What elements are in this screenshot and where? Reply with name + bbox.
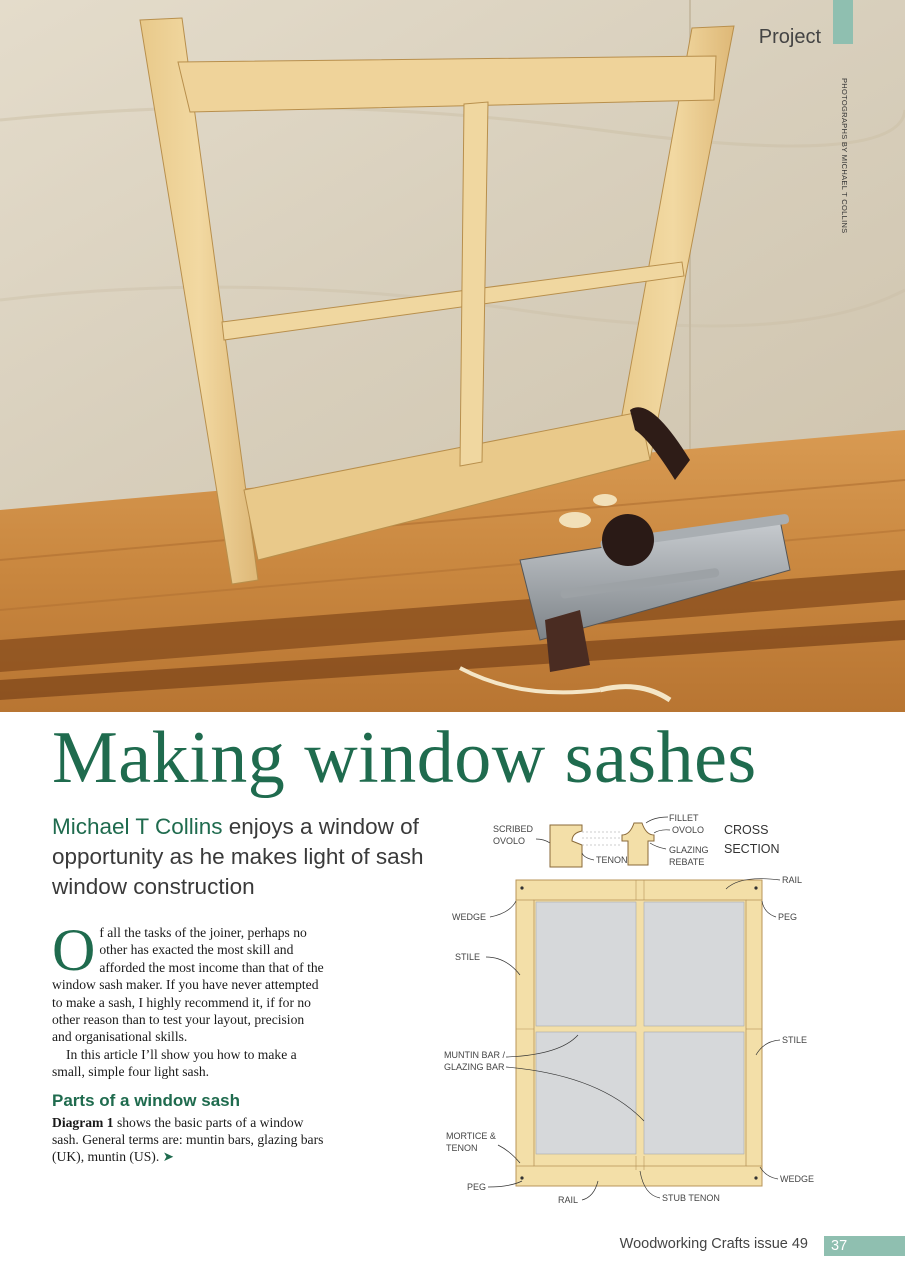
label-tenon-section: TENON xyxy=(596,855,628,865)
section-paragraph xyxy=(52,1114,327,1166)
label-rail-bottom: RAIL xyxy=(558,1195,579,1205)
standfirst-text: enjoys a window of opportunity as he makes light of sash window construction xyxy=(52,814,424,899)
label-muntin: MUNTIN BAR / xyxy=(444,1050,506,1060)
photo-credit: PHOTOGRAPHS BY MICHAEL T COLLINS xyxy=(840,78,849,234)
label-glazing-bar: GLAZING BAR xyxy=(444,1062,505,1072)
label-stile-left: STILE xyxy=(455,952,481,962)
section-text: shows the basic parts of a window sash. General terms are: muntin bars, glazing bars (UK), muntin (US). xyxy=(52,1114,324,1165)
page-number: 37 xyxy=(831,1238,848,1254)
footer-publication: Woodworking Crafts issue 49 xyxy=(619,1236,808,1252)
label-wedge-bottom: WEDGE xyxy=(780,1174,815,1184)
article-title: Making window sashes xyxy=(52,717,757,799)
standfirst xyxy=(52,812,437,902)
label-scribed: SCRIBED xyxy=(493,824,534,834)
intro-paragraph xyxy=(52,917,327,1046)
section-tab xyxy=(833,0,853,44)
label-mortice: MORTICE & xyxy=(446,1131,496,1141)
diagram-reference: Diagram 1 xyxy=(52,1114,114,1130)
author-name: Michael T Collins xyxy=(52,814,223,839)
label-scribed-ovolo: OVOLO xyxy=(493,836,526,846)
label-peg-top: PEG xyxy=(778,912,798,922)
body-column xyxy=(52,917,327,1166)
label-glazing: GLAZING xyxy=(669,845,709,855)
label-ovolo: OVOLO xyxy=(672,825,705,835)
label-wedge-top: WEDGE xyxy=(452,912,487,922)
label-mortice-tenon: TENON xyxy=(446,1143,478,1153)
drop-cap: O xyxy=(52,917,96,983)
label-rail-top: RAIL xyxy=(782,875,803,885)
section-heading: Parts of a window sash xyxy=(52,1090,240,1110)
sash-diagram xyxy=(440,805,820,1210)
label-fillet: FILLET xyxy=(669,813,699,823)
label-cross: CROSS xyxy=(724,823,769,837)
label-rebate: REBATE xyxy=(669,857,705,867)
intro-p2: In this article I’ll show you how to make a small, simple four light sash. xyxy=(52,1046,297,1080)
section-label: Project xyxy=(758,26,821,48)
label-stile-right: STILE xyxy=(782,1035,808,1045)
label-section: SECTION xyxy=(724,842,780,856)
label-stub-tenon: STUB TENON xyxy=(662,1193,720,1203)
intro-p1-text: f all the tasks of the joiner, perhaps no other has exacted the most skill and afforded the most income than that of the window sash maker. If you have never attempted to make a sash, I highly recommend it, if for no other reason than to test your layout, precision and organisational skills. xyxy=(52,925,324,1045)
label-peg-bottom: PEG xyxy=(467,1182,487,1192)
continue-arrow-icon: ➤ xyxy=(162,1149,175,1165)
sash-elevation xyxy=(516,880,762,1186)
